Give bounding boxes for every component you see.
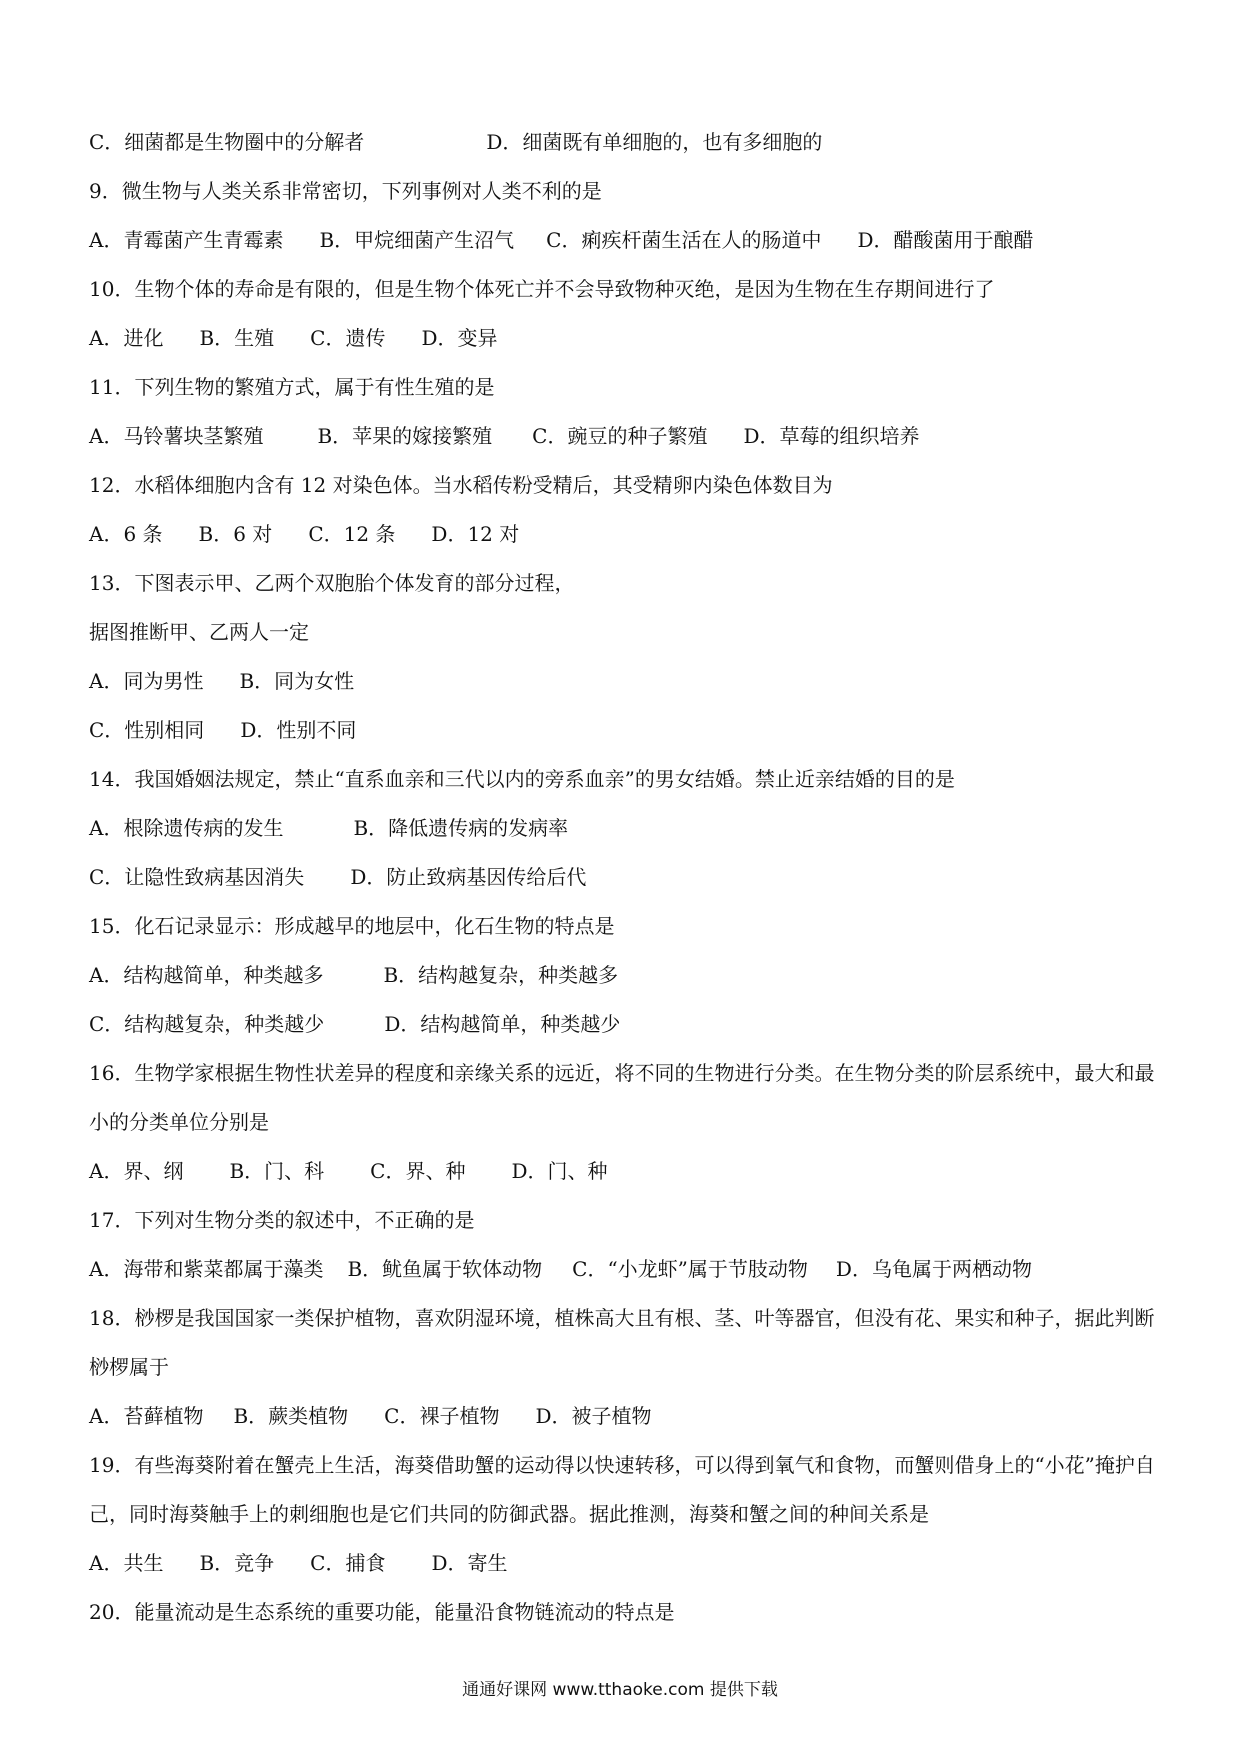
- answer-option: C．让隐性致病基因消失: [89, 865, 305, 889]
- answer-option: D．性别不同: [240, 718, 357, 742]
- exam-page-body: [89, 118, 1169, 1637]
- answer-option: C．痢疾杆菌生活在人的肠道中: [546, 228, 822, 252]
- question-text: 18．桫椤是我国国家一类保护植物，喜欢阴湿环境，植株高大且有根、茎、叶等器官，但没有花、果实和种子，据此判断桫椤属于: [89, 1306, 1155, 1379]
- answer-option: C．裸子植物: [384, 1404, 500, 1428]
- answer-options-row: [89, 1392, 1169, 1441]
- answer-option: D．醋酸菌用于酿醋: [857, 228, 1034, 252]
- answer-options-row: [89, 1000, 1169, 1049]
- answer-option: B．门、科: [229, 1159, 325, 1183]
- answer-options-row: [89, 804, 1169, 853]
- question-text: 11．下列生物的繁殖方式，属于有性生殖的是: [89, 375, 495, 399]
- question-text: 15．化石记录显示：形成越早的地层中，化石生物的特点是: [89, 914, 615, 938]
- question-text: 17．下列对生物分类的叙述中，不正确的是: [89, 1208, 475, 1232]
- answer-option: C．性别相同: [89, 718, 205, 742]
- answer-options-row: [89, 657, 1169, 706]
- answer-option: C．细菌都是生物圈中的分解者: [89, 130, 365, 154]
- answer-option: C．结构越复杂，种类越少: [89, 1012, 325, 1036]
- answer-option: D．变异: [421, 326, 498, 350]
- answer-option: B．苹果的嫁接繁殖: [317, 424, 493, 448]
- answer-option: B．生殖: [199, 326, 275, 350]
- answer-option: A．同为男性: [89, 669, 204, 693]
- question-text: 据图推断甲、乙两人一定: [89, 620, 309, 644]
- answer-options-row: [89, 1539, 1169, 1588]
- answer-option: A．共生: [89, 1551, 164, 1575]
- question-text: 19．有些海葵附着在蟹壳上生活，海葵借助蟹的运动得以快速转移，可以得到氧气和食物，而蟹则借身上的“小花”掩护自己，同时海葵触手上的刺细胞也是它们共同的防御武器。据此推测，海葵和蟹之间的种间关系是: [89, 1453, 1155, 1526]
- answer-option: B．6 对: [198, 522, 273, 546]
- answer-option: A．青霉菌产生青霉素: [89, 228, 284, 252]
- answer-option: C．“小龙虾”属于节肢动物: [572, 1257, 808, 1281]
- answer-option: C．12 条: [308, 522, 396, 546]
- answer-option: A．界、纲: [89, 1159, 184, 1183]
- answer-option: D．结构越简单，种类越少: [384, 1012, 621, 1036]
- answer-option: A．结构越简单，种类越多: [89, 963, 324, 987]
- answer-option: D．被子植物: [535, 1404, 652, 1428]
- answer-option: B．降低遗传病的发病率: [353, 816, 569, 840]
- answer-option: B．蕨类植物: [233, 1404, 349, 1428]
- answer-option: B．结构越复杂，种类越多: [383, 963, 619, 987]
- answer-option: A．6 条: [89, 522, 163, 546]
- answer-option: A．根除遗传病的发生: [89, 816, 284, 840]
- answer-options-row: [89, 853, 1169, 902]
- answer-options-row: [89, 951, 1169, 1000]
- answer-option: C．遗传: [310, 326, 386, 350]
- answer-options-row: [89, 412, 1169, 461]
- answer-option: D．乌龟属于两栖动物: [835, 1257, 1032, 1281]
- question-text: 13．下图表示甲、乙两个双胞胎个体发育的部分过程，: [89, 571, 575, 595]
- answer-options-row: [89, 1245, 1169, 1294]
- answer-option: A．进化: [89, 326, 164, 350]
- answer-option: D．12 对: [431, 522, 520, 546]
- answer-option: D．防止致病基因传给后代: [350, 865, 587, 889]
- answer-option: B．甲烷细菌产生沼气: [319, 228, 515, 252]
- answer-option: D．门、种: [511, 1159, 608, 1183]
- answer-option: B．鱿鱼属于软体动物: [347, 1257, 543, 1281]
- answer-option: B．竞争: [199, 1551, 275, 1575]
- question-text: 20．能量流动是生态系统的重要功能，能量沿食物链流动的特点是: [89, 1600, 675, 1624]
- question-text: 9．微生物与人类关系非常密切，下列事例对人类不利的是: [89, 179, 602, 203]
- answer-options-row: [89, 216, 1169, 265]
- answer-option: D．细菌既有单细胞的，也有多细胞的: [486, 130, 823, 154]
- answer-option: C．界、种: [370, 1159, 466, 1183]
- answer-options-row: [89, 118, 1169, 167]
- question-text: 16．生物学家根据生物性状差异的程度和亲缘关系的远近，将不同的生物进行分类。在生物分类的阶层系统中，最大和最小的分类单位分别是: [89, 1061, 1155, 1134]
- answer-options-row: [89, 314, 1169, 363]
- question-text: 10．生物个体的寿命是有限的，但是生物个体死亡并不会导致物种灭绝，是因为生物在生存期间进行了: [89, 277, 995, 301]
- answer-option: A．苔藓植物: [89, 1404, 204, 1428]
- answer-option: C．捕食: [310, 1551, 386, 1575]
- question-text: 12．水稻体细胞内含有 12 对染色体。当水稻传粉受精后，其受精卵内染色体数目为: [89, 473, 833, 497]
- page-footer: 通通好课网 www.tthaoke.com 提供下载: [462, 1680, 778, 1700]
- answer-options-row: [89, 706, 1169, 755]
- answer-option: A．马铃薯块茎繁殖: [89, 424, 264, 448]
- answer-option: D．寄生: [431, 1551, 508, 1575]
- answer-option: C．豌豆的种子繁殖: [532, 424, 708, 448]
- answer-option: A．海带和紫菜都属于藻类: [89, 1257, 324, 1281]
- answer-option: D．草莓的组织培养: [743, 424, 920, 448]
- question-text: 14．我国婚姻法规定，禁止“直系血亲和三代以内的旁系血亲”的男女结婚。禁止近亲结婚的目的是: [89, 767, 955, 791]
- answer-options-row: [89, 510, 1169, 559]
- answer-option: B．同为女性: [239, 669, 355, 693]
- answer-options-row: [89, 1147, 1169, 1196]
